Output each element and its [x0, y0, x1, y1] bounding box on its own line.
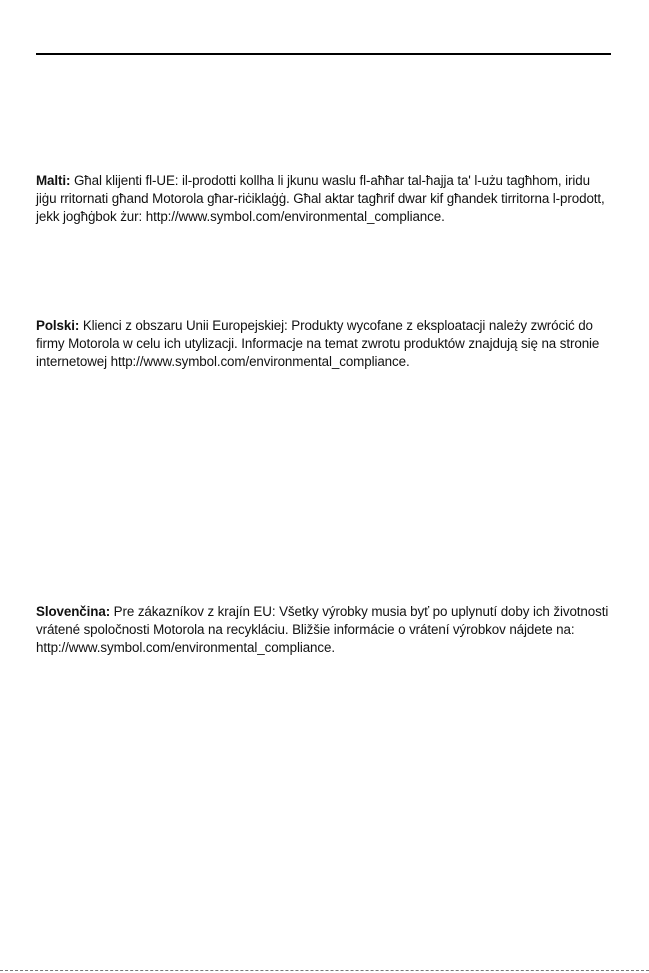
header-rule	[36, 53, 611, 55]
section-polish	[36, 317, 614, 371]
language-label-maltese: Malti:	[36, 173, 71, 188]
section-text-maltese: Għal klijenti fl-UE: il-prodotti kollha li jkunu waslu fl-aħħar tal-ħajja ta' l-użu tagħhom, iridu jiġu rritornati għand Motorola għar-riċiklaġġ. Għal aktar tagħrif dwar kif għandek tirritorna l-prodott, jekk jogħġbok żur: http://www.symbol.com/environmental_compliance.	[36, 173, 605, 224]
section-maltese	[36, 172, 614, 226]
section-text-polish: Klienci z obszaru Unii Europejskiej: Produkty wycofane z eksploatacji należy zwrócić do firmy Motorola w celu ich utylizacji. Informacje na temat zwrotu produktów znajdują się na stronie internetowej http://www.symbol.com/environmental_compliance.	[36, 318, 600, 369]
section-text-slovak: Pre zákazníkov z krajín EU: Všetky výrobky musia byť po uplynutí doby ich životnosti vrátené spoločnosti Motorola na recykláciu. Bližšie informácie o vrátení výrobkov nájdete na: http://www.symbol.com/environmental_compliance.	[36, 604, 609, 655]
section-slovak	[36, 603, 614, 657]
language-label-polish: Polski:	[36, 318, 80, 333]
page-bottom-edge	[0, 970, 649, 971]
language-label-slovak: Slovenčina:	[36, 604, 111, 619]
